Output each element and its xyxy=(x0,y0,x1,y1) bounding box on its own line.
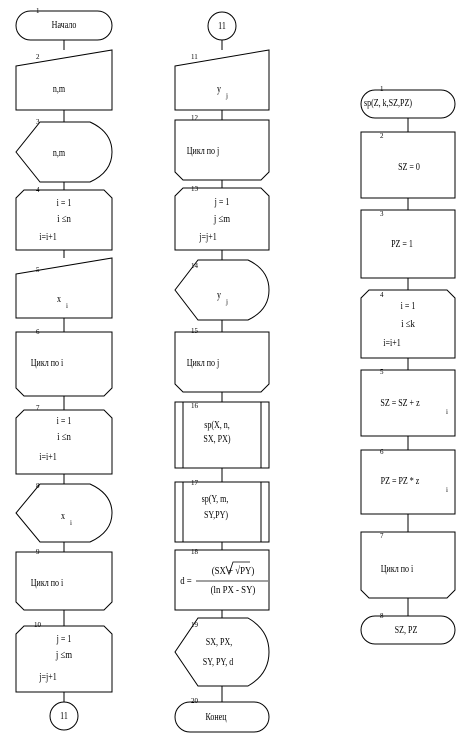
block-number: 2 xyxy=(380,132,384,140)
loop-end-label: Цикл по j xyxy=(186,358,220,369)
block-number: 4 xyxy=(380,291,384,299)
loop-end-label: Цикл по i xyxy=(30,358,64,369)
input-block-11 xyxy=(175,50,269,110)
subscript: i xyxy=(446,486,448,494)
block-number: 11 xyxy=(191,53,198,61)
connector-label: 11 xyxy=(218,21,226,32)
start-label: Начало xyxy=(51,20,77,31)
subprocess-args: SX, PX) xyxy=(203,434,231,445)
subprocess-call: sp(X, n, xyxy=(204,420,230,431)
block-number: 14 xyxy=(191,262,198,270)
end-label: Конец xyxy=(205,712,227,723)
block-number: 17 xyxy=(191,479,198,487)
connector-label: 11 xyxy=(60,711,68,722)
block-number: 3 xyxy=(380,210,384,218)
loop-condition: i ≤n xyxy=(57,431,71,443)
display-block-19 xyxy=(175,618,269,686)
loop-step: j=j+1 xyxy=(39,672,57,683)
output-label: x xyxy=(61,511,65,522)
block-number: 2 xyxy=(36,53,40,61)
input-label: y xyxy=(217,84,221,95)
output-label: SY, PY, d xyxy=(202,657,234,668)
loop-step: i=i+1 xyxy=(39,452,57,463)
block-number: 15 xyxy=(191,327,198,335)
block-number: 8 xyxy=(380,612,384,620)
subprocess-call: sp(Y, m, xyxy=(201,494,229,505)
input-label: x xyxy=(57,294,61,305)
subscript: j xyxy=(226,92,228,100)
loop-step: j=j+1 xyxy=(199,232,217,243)
subprocess-args: SY,PY) xyxy=(203,510,229,521)
block-number: 5 xyxy=(36,266,40,274)
block-number: 13 xyxy=(191,185,198,193)
block-number: 1 xyxy=(380,85,384,93)
loop-init: j = 1 xyxy=(214,197,230,208)
output-label: SX, PX, xyxy=(205,637,233,648)
block-number: 8 xyxy=(36,482,40,490)
product-assignment: PZ = PZ * z xyxy=(380,476,420,487)
subscript: i xyxy=(70,519,72,527)
output-label: n,m xyxy=(52,148,66,159)
loop-init: i = 1 xyxy=(400,301,416,312)
block-number: 18 xyxy=(191,548,198,556)
block-number: 7 xyxy=(36,404,40,412)
loop-step: i=i+1 xyxy=(39,232,57,243)
block-number: 20 xyxy=(191,697,198,705)
block-number: 1 xyxy=(36,7,40,15)
formula-lhs: d = xyxy=(180,575,192,587)
subscript: j xyxy=(226,298,228,306)
subprogram-header: sp(Z, k,SZ,PZ) xyxy=(364,98,412,109)
output-label: y xyxy=(217,290,221,301)
subscript: i xyxy=(446,408,448,416)
loop-condition: j ≤m xyxy=(55,649,73,661)
assignment: PZ = 1 xyxy=(391,239,413,250)
loop-condition: i ≤k xyxy=(401,318,415,330)
subscript: i xyxy=(66,302,68,310)
loop-end-label: Цикл по i xyxy=(30,578,64,589)
block-number: 10 xyxy=(34,621,41,629)
loop-end-label: Цикл по i xyxy=(380,564,414,575)
block-number: 9 xyxy=(36,548,40,556)
formula-denominator: (ln PX - SY) xyxy=(210,584,256,596)
loop-init: i = 1 xyxy=(56,416,72,427)
block-number: 6 xyxy=(36,328,40,336)
loop-condition: j ≤m xyxy=(213,213,231,225)
input-block-5 xyxy=(16,258,112,318)
formula-numerator: (SX + √PY) xyxy=(211,565,255,577)
block-number: 3 xyxy=(36,118,40,126)
loop-end-label: Цикл по j xyxy=(186,146,220,157)
loop-init: j = 1 xyxy=(56,634,72,645)
return-label: SZ, PZ xyxy=(394,625,418,636)
loop-init: i = 1 xyxy=(56,198,72,209)
sum-assignment: SZ = SZ + z xyxy=(380,398,420,409)
loop-step: i=i+1 xyxy=(383,338,401,349)
block-number: 16 xyxy=(191,402,198,410)
block-number: 5 xyxy=(380,368,384,376)
block-number: 19 xyxy=(191,621,198,629)
block-number: 4 xyxy=(36,186,40,194)
block-number: 6 xyxy=(380,448,384,456)
loop-condition: i ≤n xyxy=(57,213,71,225)
block-number: 7 xyxy=(380,532,384,540)
input-block-2 xyxy=(16,50,112,110)
input-label: n,m xyxy=(52,84,66,95)
assignment: SZ = 0 xyxy=(398,162,420,173)
block-number: 12 xyxy=(191,114,198,122)
